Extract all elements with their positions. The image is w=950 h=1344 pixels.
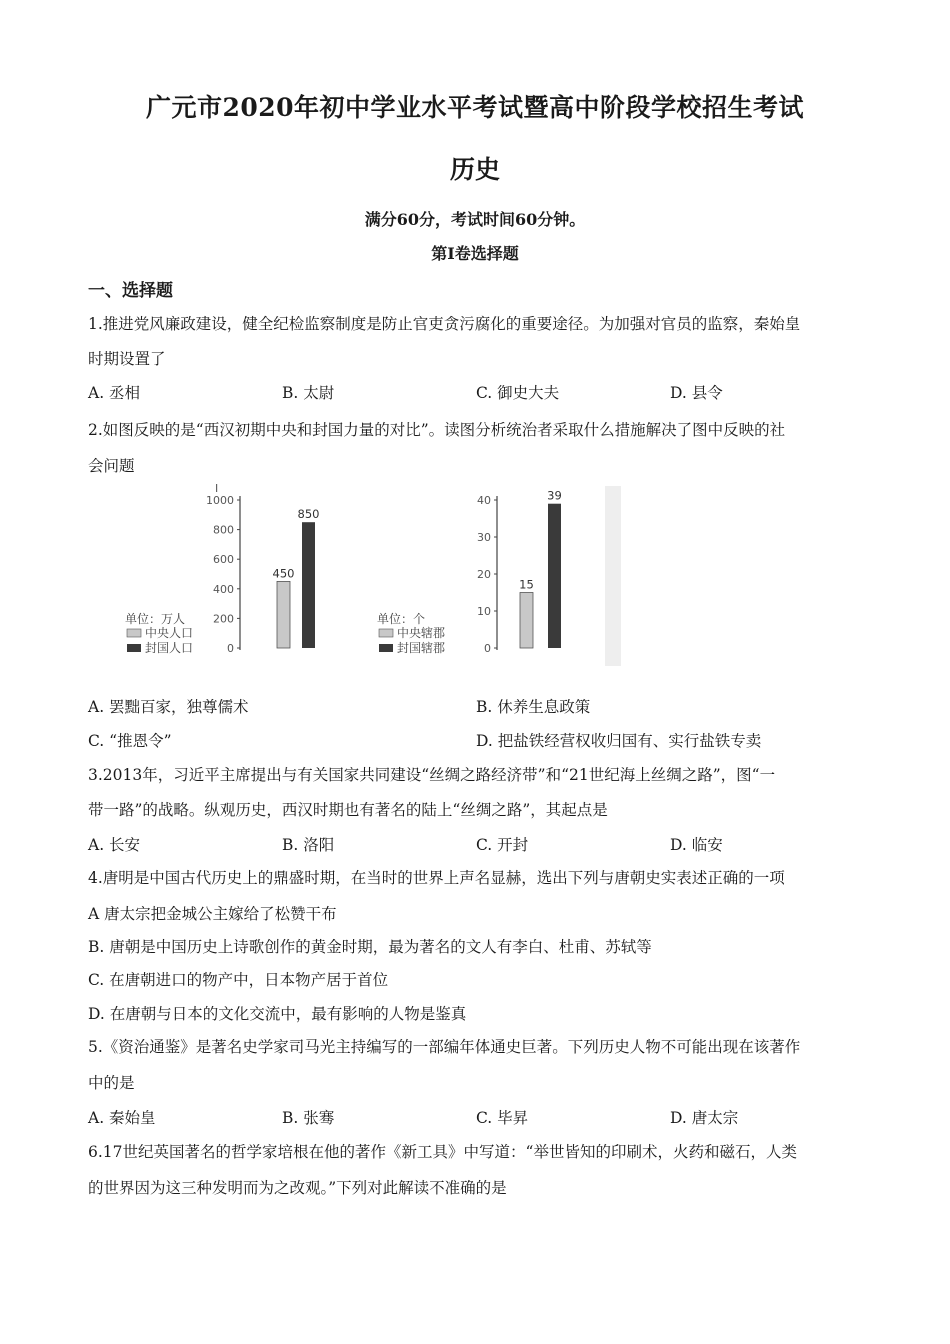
question-1-option-b: B. 太尉 <box>282 384 335 402</box>
legend-swatch-fief <box>127 644 141 652</box>
bar-中央人口 <box>277 581 290 648</box>
y-tick-label: 200 <box>213 612 234 626</box>
legend-label-fief-commanderies: 封国辖郡 <box>397 641 446 655</box>
bar-value-label: 15 <box>519 577 534 592</box>
question-2-option-c: C. “推恩令” <box>88 732 172 750</box>
chart-population-axis-top-label: I <box>215 482 219 495</box>
question-4-option-b: B. 唐朝是中国历史上诗歌创作的黄金时期，最为著名的文人有李白、杜甫、苏轼等 <box>88 938 652 956</box>
question-1-line-2: 时期设置了 <box>88 350 166 368</box>
section-heading: 一、选择题 <box>88 281 173 301</box>
chart-commanderies <box>377 489 562 655</box>
y-tick-label: 1000 <box>206 494 234 507</box>
chart-commanderies-unit: 单位：个 <box>377 612 426 626</box>
question-3-line-1: 3.2013年，习近平主席提出与有关国家共同建设“丝绸之路经济带”和“21世纪海上丝绸之路”，图“一 <box>88 766 776 784</box>
question-1-line-1: 1.推进党风廉政建设，健全纪检监察制度是防止官吏贪污腐化的重要途径。为加强对官员的监察，秦始皇 <box>88 315 801 333</box>
question-3-option-d: D. 临安 <box>670 836 723 854</box>
bar-value-label: 39 <box>547 488 562 503</box>
question-5-option-d: D. 唐太宗 <box>670 1109 739 1127</box>
population-comparison-charts <box>115 482 625 672</box>
y-tick-label: 30 <box>477 531 491 544</box>
question-2-line-1: 2.如图反映的是“西汉初期中央和封国力量的对比”。读图分析统治者采取什么措施解决了图中反映的社 <box>88 421 786 439</box>
question-4-option-a: A 唐太宗把金城公主嫁给了松赞干布 <box>88 905 337 923</box>
question-2-option-a: A. 罢黜百家，独尊儒术 <box>88 698 249 716</box>
question-2-line-2: 会问题 <box>88 457 135 475</box>
question-2-option-b: B. 休养生息政策 <box>476 698 591 716</box>
question-1-option-c: C. 御史大夫 <box>476 384 560 402</box>
bar-value-label: 450 <box>272 566 295 581</box>
question-3-option-b: B. 洛阳 <box>282 836 335 854</box>
question-5-line-2: 中的是 <box>88 1074 135 1092</box>
y-tick-label: 10 <box>477 605 491 618</box>
y-tick-label: 40 <box>477 494 491 507</box>
question-3-option-c: C. 开封 <box>476 836 529 854</box>
legend-swatch-central <box>127 629 141 637</box>
question-4-option-c: C. 在唐朝进口的物产中，日本物产居于首位 <box>88 971 389 989</box>
question-1-option-d: D. 县令 <box>670 384 723 402</box>
legend-label-central-commanderies: 中央辖郡 <box>397 626 446 640</box>
bar-value-label: 850 <box>297 507 320 522</box>
bar-封国辖郡 <box>548 504 561 648</box>
legend-label-central-population: 中央人口 <box>145 626 194 640</box>
legend-swatch-central-commanderies <box>379 629 393 637</box>
question-6-line-2: 的世界因为这三种发明而为之改观。”下列对此解读不准确的是 <box>88 1179 507 1197</box>
bar-封国人口 <box>302 522 315 648</box>
question-1-option-a: A. 丞相 <box>88 384 141 402</box>
question-2-option-d: D. 把盐铁经营权收归国有、实行盐铁专卖 <box>476 732 762 750</box>
exam-info: 满分60分，考试时间60分钟。 <box>364 210 586 229</box>
chart-population <box>125 482 319 655</box>
scan-shadow <box>605 486 621 666</box>
y-tick-label: 400 <box>213 582 234 596</box>
question-6-line-1: 6.17世纪英国著名的哲学家培根在他的著作《新工具》中写道：“举世皆知的印刷术，火药和磁石，人类 <box>88 1143 797 1161</box>
chart-population-unit: 单位：万人 <box>125 612 186 626</box>
question-5-option-c: C. 毕昇 <box>476 1109 529 1127</box>
question-3-line-2: 带一路”的战略。纵观历史，西汉时期也有著名的陆上“丝绸之路”，其起点是 <box>88 801 608 819</box>
exam-subject: 历史 <box>449 155 500 184</box>
bar-中央辖郡 <box>520 593 533 649</box>
exam-volume: 第Ⅰ卷选择题 <box>431 244 519 263</box>
question-3-option-a: A. 长安 <box>88 836 141 854</box>
legend-swatch-fief-commanderies <box>379 644 393 652</box>
legend-label-fief-population: 封国人口 <box>145 641 194 655</box>
exam-title: 广元市2020年初中学业水平考试暨高中阶段学校招生考试 <box>145 93 805 122</box>
y-tick-label: 0 <box>484 642 491 655</box>
question-4-line-1: 4.唐明是中国古代历史上的鼎盛时期，在当时的世界上声名显赫，选出下列与唐朝史实表述正确的一项 <box>88 869 785 887</box>
y-tick-label: 800 <box>213 523 234 537</box>
question-4-option-d: D. 在唐朝与日本的文化交流中，最有影响的人物是鉴真 <box>88 1005 467 1023</box>
question-5-option-b: B. 张骞 <box>282 1109 335 1127</box>
y-tick-label: 0 <box>227 642 234 655</box>
y-tick-label: 20 <box>477 568 491 581</box>
y-tick-label: 600 <box>213 553 234 567</box>
question-5-line-1: 5.《资治通鉴》是著名史学家司马光主持编写的一部编年体通史巨著。下列历史人物不可能出现在该著作 <box>88 1038 801 1056</box>
question-5-option-a: A. 秦始皇 <box>88 1109 156 1127</box>
